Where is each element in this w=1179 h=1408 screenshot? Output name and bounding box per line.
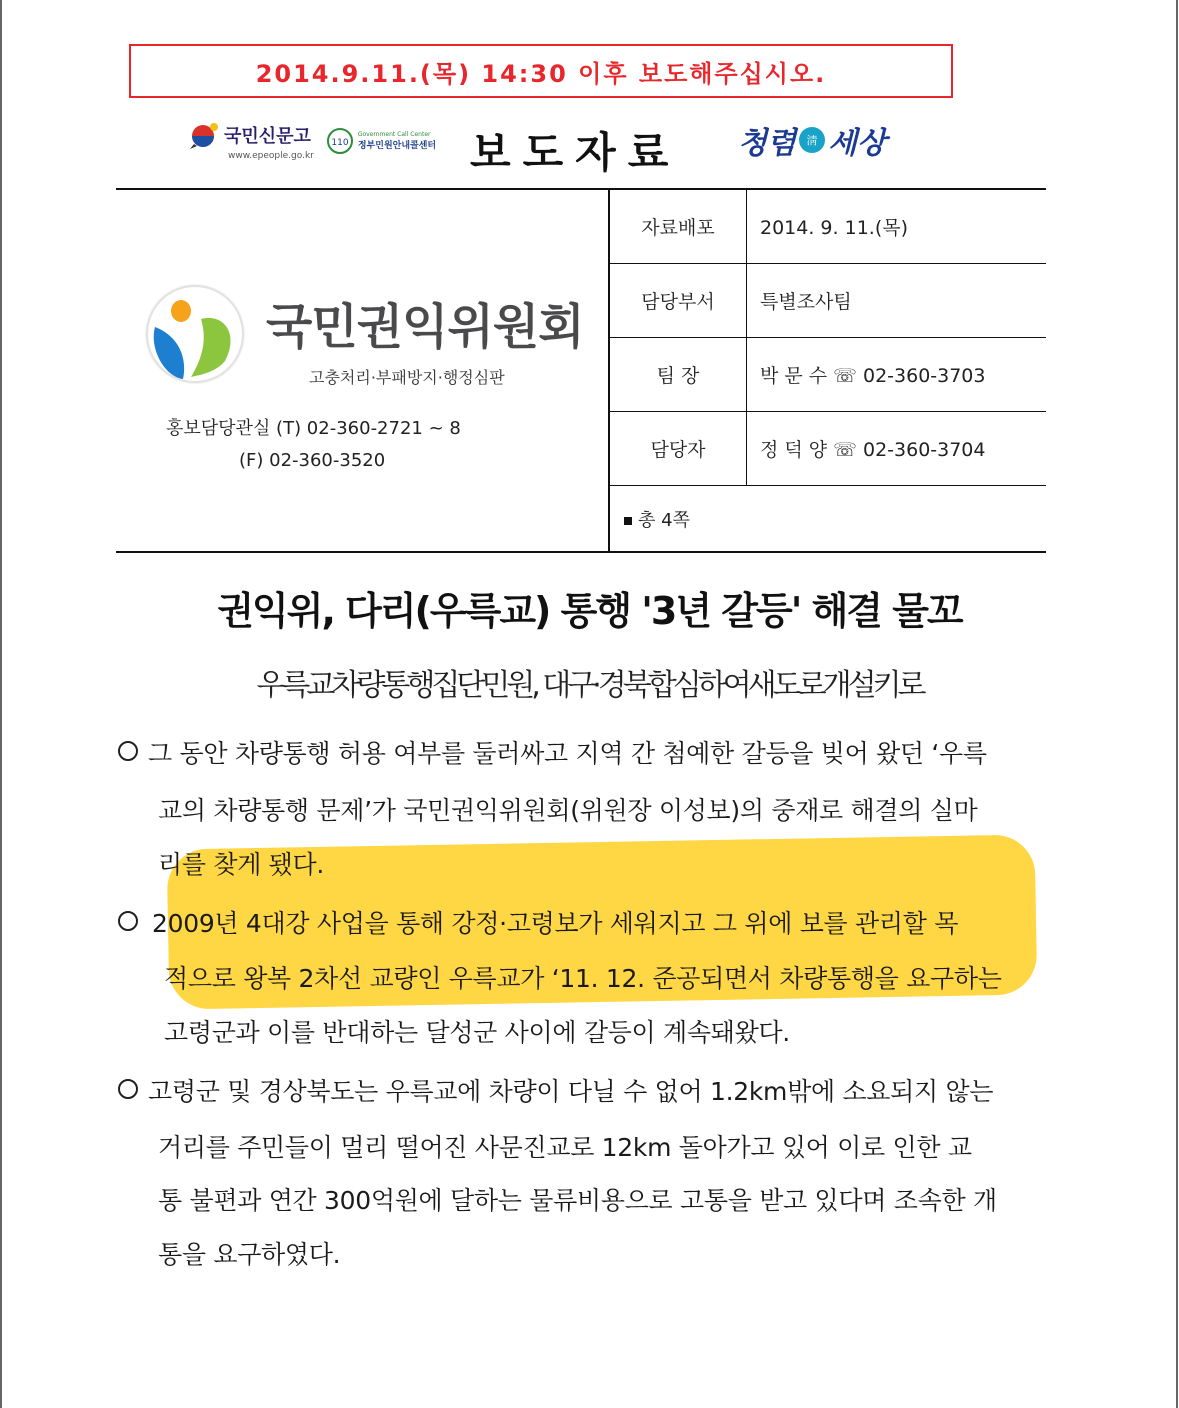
callcenter-en: Government Call Center <box>357 130 431 138</box>
slogan-left: 청렴 <box>738 126 796 161</box>
paragraph-line: 고령군 및 경상북도는 우륵교에 차량이 다닐 수 없어 1.2km밖에 소요되지 않는 <box>148 1077 994 1106</box>
paragraph-line: 리를 찾게 됐다. <box>158 850 325 879</box>
info-table-row-rule <box>608 337 1046 338</box>
paragraph-line: 거리를 주민들이 멀리 떨어진 사문진교로 12km 돌아가고 있어 이로 인한 교 <box>158 1133 972 1162</box>
shinmungo-name: 국민신문고 <box>224 126 311 147</box>
info-label-department: 담당부서 <box>641 291 715 313</box>
embargo-notice: 2014.9.11.(목) 14:30 이후 보도해주십시오. <box>129 44 953 98</box>
info-value-department: 특별조사팀 <box>760 291 852 313</box>
square-bullet-icon <box>624 517 632 525</box>
page-border-left <box>0 0 2 1408</box>
paragraph-line: 통을 요구하였다. <box>158 1240 341 1269</box>
page-count <box>624 506 690 532</box>
shinmungo-emblem-icon <box>188 120 222 150</box>
paragraph-line: 그 동안 차량통행 허용 여부를 둘러싸고 지역 간 첨예한 갈등을 빚어 왔던 ‘우륵 <box>148 739 987 768</box>
paragraph-line: 통 불편과 연간 300억원에 달하는 물류비용으로 고통을 받고 있다며 조속한 개 <box>158 1186 997 1215</box>
info-value-date: 2014. 9. 11.(목) <box>760 217 908 239</box>
paragraph-line: 2009년 4대강 사업을 통해 강정·고령보가 세워지고 그 위에 보를 관리할 목 <box>152 909 959 938</box>
header-top-rule <box>116 188 1046 190</box>
page-border-right <box>1176 0 1178 1408</box>
doc-title: 보도자료 <box>470 128 681 177</box>
paragraph-line: 적으로 왕복 2차선 교량인 우륵교가 ‘11. 12. 준공되면서 차량통행을 요구하는 <box>164 964 1002 993</box>
info-table-row-rule <box>608 485 1046 486</box>
callcenter-number: 110 <box>331 137 349 148</box>
pr-office-fax: (F) 02-360-3520 <box>239 450 386 471</box>
subheadline: 우륵교차량통행집단민원, 대구·경북합심하여새도로개설키로 <box>256 668 923 703</box>
headline: 권익위, 다리(우륵교) 통행 '3년 갈등' 해결 물꼬 <box>217 589 962 633</box>
callcenter-name: 정부민원안내콜센터 <box>357 140 437 151</box>
slogan-badge: 淸 <box>799 127 825 153</box>
circle-bullet-icon <box>118 741 138 761</box>
callcenter-logo <box>326 127 436 155</box>
organization-name: 국민권익위원회 <box>266 299 584 355</box>
shinmungo-url: www.epeople.go.kr <box>228 151 314 161</box>
info-label-team-leader: 팀 장 <box>656 365 700 387</box>
circle-bullet-icon <box>118 911 138 931</box>
pr-office-tel: 홍보담당관실 (T) 02-360-2721 ~ 8 <box>166 418 461 439</box>
shinmungo-logo <box>188 120 314 161</box>
acrc-logo-icon <box>141 283 249 385</box>
info-label-contact: 담당자 <box>650 439 706 461</box>
page-count-text: 총 4쪽 <box>638 510 690 531</box>
info-value-team-leader: 박 문 수 ☏ 02-360-3703 <box>760 365 986 387</box>
callcenter-110-icon <box>326 127 354 155</box>
header-bottom-rule <box>116 551 1046 553</box>
paragraph-line: 고령군과 이를 반대하는 달성군 사이에 갈등이 계속돼왔다. <box>164 1018 790 1047</box>
info-table-row-rule <box>608 411 1046 412</box>
paragraph-line: 교의 차량통행 문제’가 국민권익위원회(위원장 이성보)의 중재로 해결의 실마 <box>158 796 978 825</box>
info-table-row-rule <box>608 263 1046 264</box>
organization-subtitle: 고충처리·부패방지·행정심판 <box>309 368 505 387</box>
info-value-contact: 정 덕 양 ☏ 02-360-3704 <box>760 439 986 461</box>
header-logos <box>188 120 436 161</box>
info-label-date: 자료배포 <box>641 217 715 239</box>
slogan-right: 세상 <box>827 126 886 161</box>
slogan-logo <box>738 118 886 162</box>
circle-bullet-icon <box>118 1079 138 1099</box>
